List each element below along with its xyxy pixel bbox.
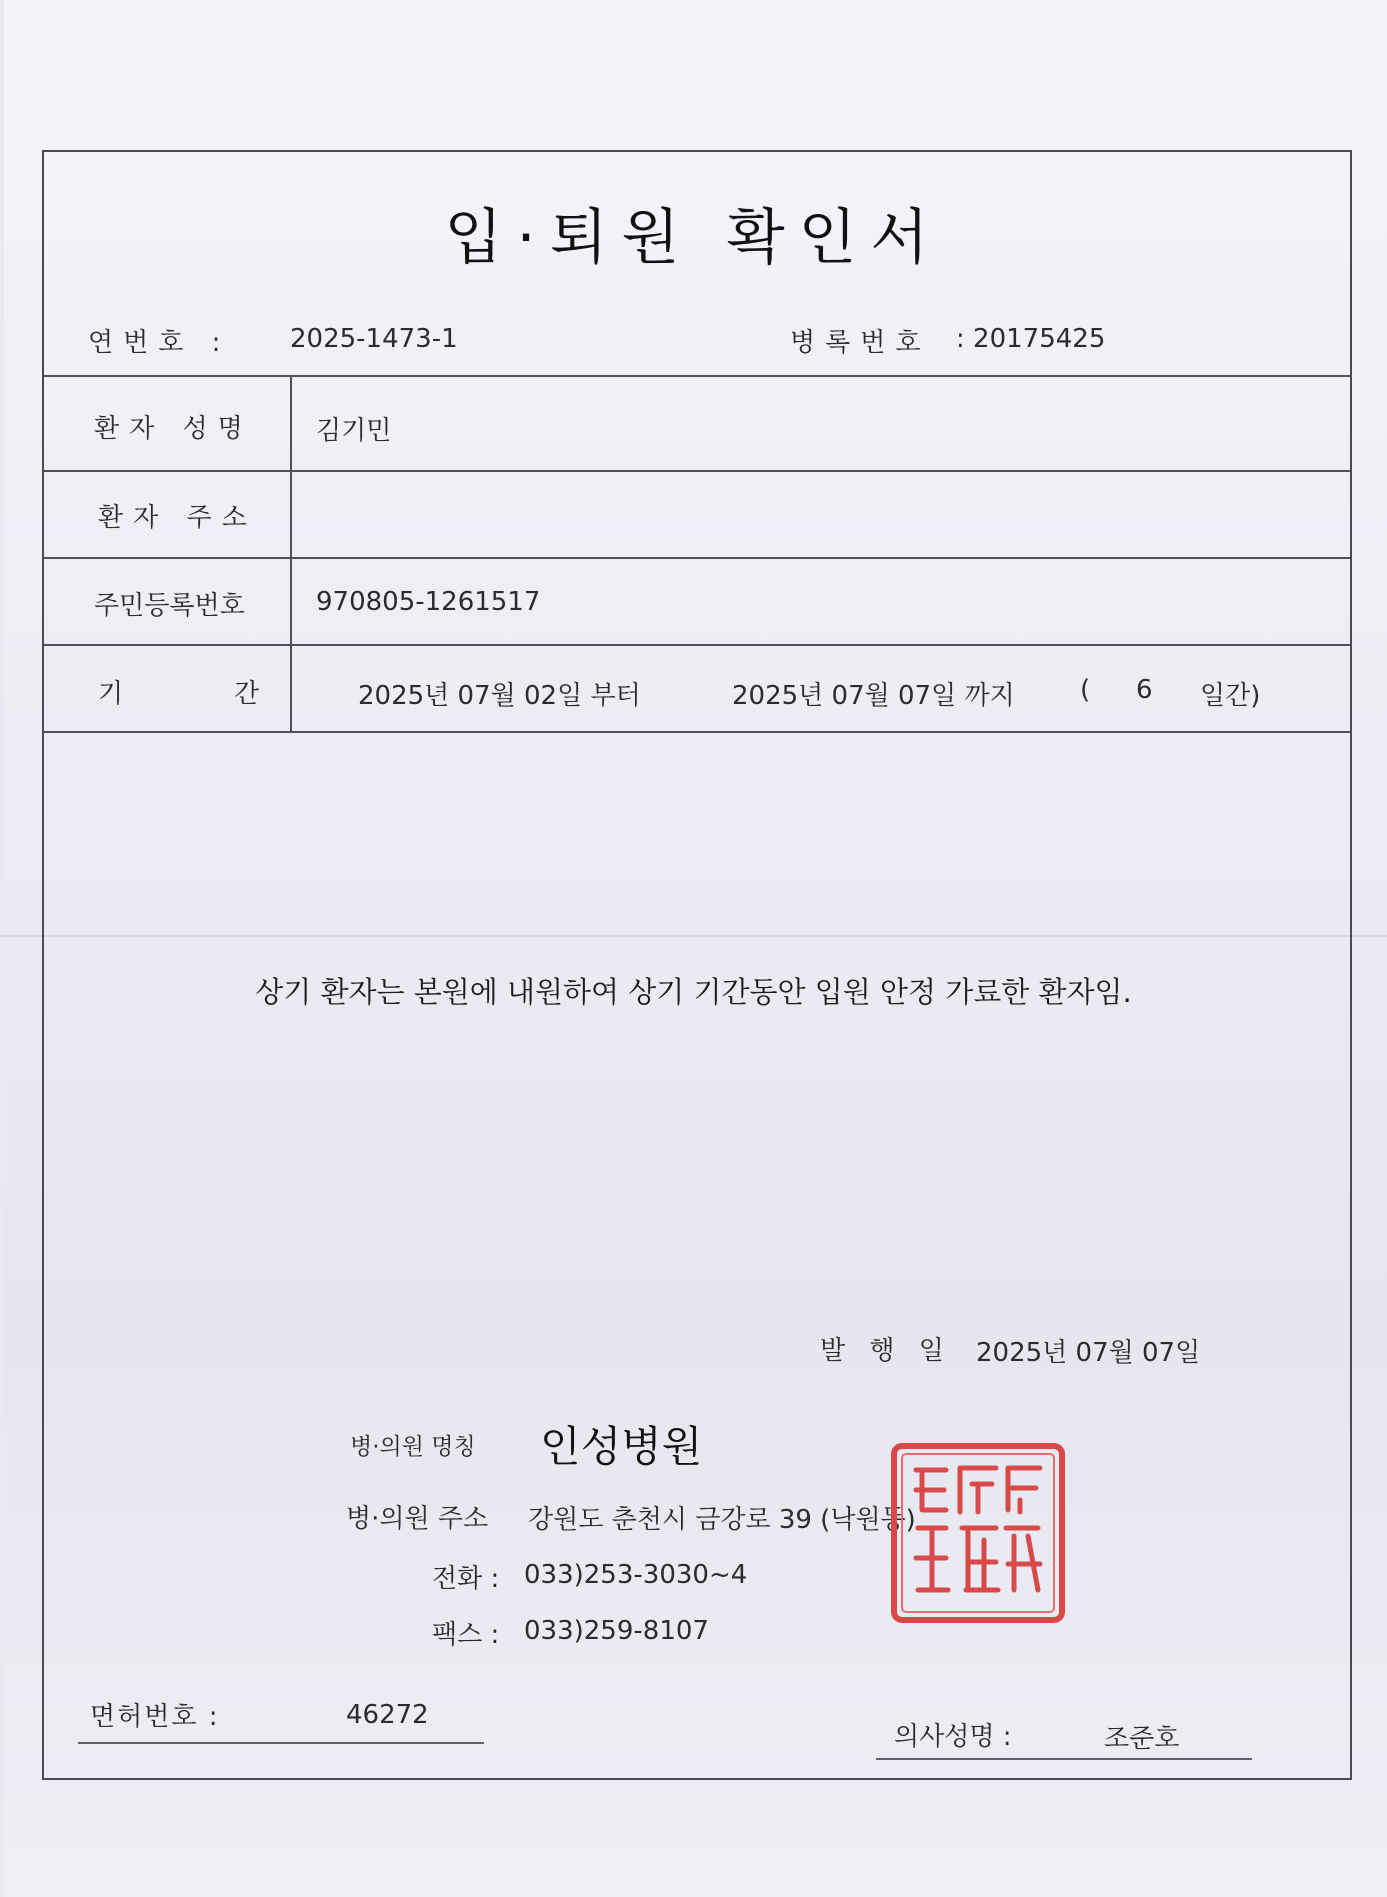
period-paren-open: ( [1080,675,1091,705]
patient-address-label: 환자 주소 [98,503,257,533]
certification-statement: 상기 환자는 본원에 내원하여 상기 기간동안 입원 안정 가료한 환자임. [255,975,1132,1009]
serial-number-value: 2025-1473-1 [290,324,458,354]
table-column-divider [290,375,292,733]
period-from: 2025년 07월 02일 부터 [358,681,641,711]
period-to: 2025년 07월 07일 까지 [732,681,1015,711]
doctor-underline [876,1758,1252,1760]
hospital-name: 인성병원 [540,1422,703,1471]
table-top-line [44,375,1350,377]
hospital-address-label: 병·의원 주소 [346,1504,489,1534]
fax-number: 033)259-8107 [524,1616,709,1646]
phone-number: 033)253-3030~4 [524,1560,748,1590]
hospital-address: 강원도 춘천시 금강로 39 (낙원동) [528,1505,916,1535]
issue-date-value: 2025년 07월 07일 [976,1338,1201,1368]
period-label-right: 간 [234,679,260,709]
table-row-line [44,644,1350,646]
license-underline [78,1742,484,1744]
hospital-name-label: 병·의원 명칭 [350,1434,476,1460]
patient-name-value: 김기민 [316,416,392,446]
doctor-name-value: 조준호 [1104,1724,1180,1754]
license-number-label: 면허번호 : [90,1702,220,1732]
issue-date-label: 발 행 일 [820,1336,952,1366]
table-bottom-line [44,731,1350,733]
table-row-line [44,557,1350,559]
patient-name-label: 환자 성명 [94,414,253,444]
record-number-label: 병록번호 [790,328,931,358]
period-days-suffix: 일간) [1200,681,1261,711]
period-label-left: 기 [98,679,124,709]
resident-number-value: 970805-1261517 [316,587,541,617]
license-number-value: 46272 [346,1700,429,1730]
resident-number-label: 주민등록번호 [94,591,245,621]
doctor-name-label: 의사성명 : [894,1722,1012,1752]
phone-label: 전화 : [432,1564,500,1594]
document-title: 입·퇴원 확인서 [444,203,943,273]
fax-label: 팩스 : [432,1620,500,1650]
record-number-value: : 20175425 [956,324,1106,354]
serial-number-label: 연번호 : [88,328,231,358]
table-row-line [44,470,1350,472]
period-days: 6 [1136,675,1153,705]
hospital-seal-stamp [888,1440,1068,1626]
